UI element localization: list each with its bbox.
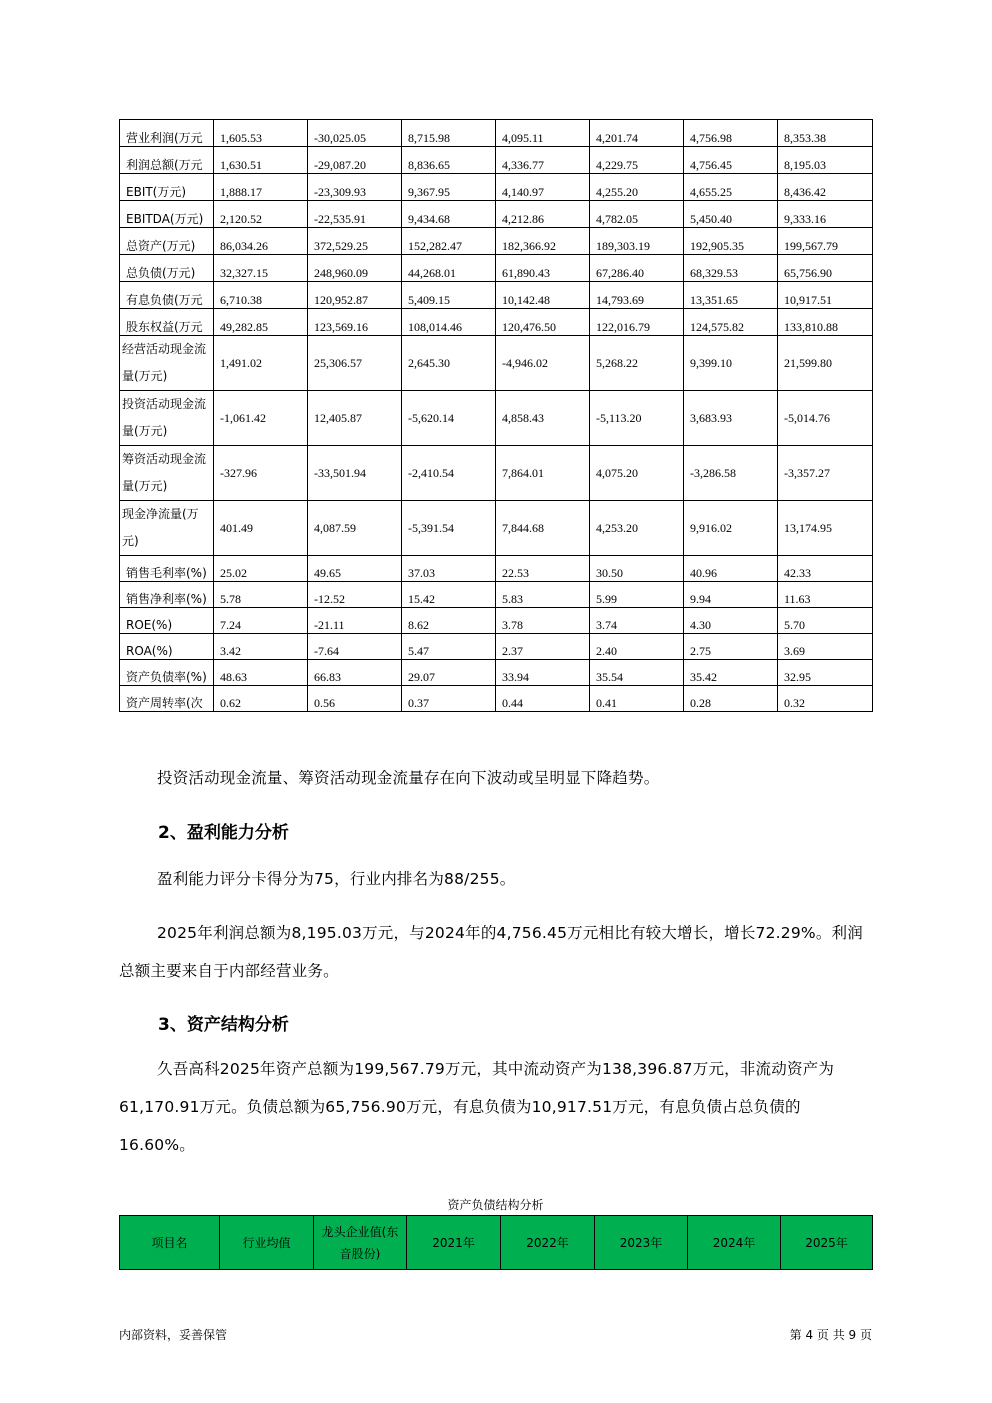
table-cell: 9,333.16 (778, 201, 873, 228)
table-cell: 120,476.50 (496, 309, 590, 336)
table-cell: 0.32 (778, 686, 873, 712)
table-cell: 1,605.53 (214, 120, 308, 147)
table-cell: -12.52 (308, 582, 402, 608)
table-cell: 66.83 (308, 660, 402, 686)
table-cell: 8,353.38 (778, 120, 873, 147)
table-cell: 9,434.68 (402, 201, 496, 228)
footer-confidential-note: 内部资料，妥善保管 (119, 1328, 228, 1342)
row-label: ROA(%) (120, 634, 214, 660)
table-cell: 29.07 (402, 660, 496, 686)
table-cell: 7,864.01 (496, 446, 590, 501)
financial-table-body (120, 120, 873, 712)
table-cell: 1,888.17 (214, 174, 308, 201)
row-label: 筹资活动现金流量(万元) (120, 446, 214, 501)
table-cell: 182,366.92 (496, 228, 590, 255)
table-cell: 2.37 (496, 634, 590, 660)
table-cell: 120,952.87 (308, 282, 402, 309)
table-row (120, 147, 873, 174)
table-cell: 12,405.87 (308, 391, 402, 446)
table-cell: 2.40 (590, 634, 684, 660)
table-cell: 189,303.19 (590, 228, 684, 255)
table-row (120, 336, 873, 391)
table-cell: 11.63 (778, 582, 873, 608)
table-cell: -30,025.05 (308, 120, 402, 147)
row-label: 股东权益(万元 (120, 309, 214, 336)
table-cell: 4,336.77 (496, 147, 590, 174)
table-cell: -5,014.76 (778, 391, 873, 446)
footer-page-number: 第 4 页 共 9 页 (789, 1328, 872, 1342)
table-row (120, 686, 873, 712)
table-cell: 25,306.57 (308, 336, 402, 391)
row-label: 资产负债率(%) (120, 660, 214, 686)
balance-sheet-structure-table (119, 1215, 873, 1270)
header-year-2022: 2022年 (501, 1216, 595, 1270)
table-cell: -5,113.20 (590, 391, 684, 446)
table-cell: 2,120.52 (214, 201, 308, 228)
table-cell: 44,268.01 (402, 255, 496, 282)
table-cell: 152,282.47 (402, 228, 496, 255)
table-cell: 7,844.68 (496, 501, 590, 556)
row-label: 销售毛利率(%) (120, 556, 214, 582)
table-cell: 123,569.16 (308, 309, 402, 336)
table-row (120, 501, 873, 556)
table-cell: -4,946.02 (496, 336, 590, 391)
table-cell: 4,782.05 (590, 201, 684, 228)
table-cell: 3.78 (496, 608, 590, 634)
table-cell: -5,620.14 (402, 391, 496, 446)
table-row (120, 120, 873, 147)
table-cell: -29,087.20 (308, 147, 402, 174)
table-cell: 30.50 (590, 556, 684, 582)
table-cell: 8.62 (402, 608, 496, 634)
table-cell: -23,309.93 (308, 174, 402, 201)
table-cell: 7.24 (214, 608, 308, 634)
table-cell: 14,793.69 (590, 282, 684, 309)
row-label: 现金净流量(万元) (120, 501, 214, 556)
financial-indicators-table (119, 119, 873, 712)
table-cell: -2,410.54 (402, 446, 496, 501)
table-cell: 5,450.40 (684, 201, 778, 228)
table-cell: 37.03 (402, 556, 496, 582)
header-year-2025: 2025年 (781, 1216, 873, 1270)
table-cell: 22.53 (496, 556, 590, 582)
row-label: EBITDA(万元) (120, 201, 214, 228)
row-label: 资产周转率(次 (120, 686, 214, 712)
table-cell: 372,529.25 (308, 228, 402, 255)
table-cell: 248,960.09 (308, 255, 402, 282)
table-cell: 33.94 (496, 660, 590, 686)
table-cell: 0.37 (402, 686, 496, 712)
table-row (120, 201, 873, 228)
header-year-2023: 2023年 (595, 1216, 688, 1270)
table-cell: 10,142.48 (496, 282, 590, 309)
table-cell: 4,229.75 (590, 147, 684, 174)
table-cell: 32,327.15 (214, 255, 308, 282)
table-cell: 48.63 (214, 660, 308, 686)
table-cell: 5.78 (214, 582, 308, 608)
table-cell: 0.28 (684, 686, 778, 712)
paragraph-cashflow-trend: 投资活动现金流量、筹资活动现金流量存在向下波动或呈明显下降趋势。 (157, 769, 660, 787)
table-cell: 65,756.90 (778, 255, 873, 282)
table-cell: 13,351.65 (684, 282, 778, 309)
table-cell: 9,916.02 (684, 501, 778, 556)
table-cell: 5.99 (590, 582, 684, 608)
table-cell: 4,087.59 (308, 501, 402, 556)
table-cell: 3,683.93 (684, 391, 778, 446)
table-cell: -22,535.91 (308, 201, 402, 228)
table-cell: 8,836.65 (402, 147, 496, 174)
table-cell: 10,917.51 (778, 282, 873, 309)
table-cell: 67,286.40 (590, 255, 684, 282)
table-cell: 4,212.86 (496, 201, 590, 228)
table-cell: 2.75 (684, 634, 778, 660)
table-cell: 4,655.25 (684, 174, 778, 201)
table-cell: 40.96 (684, 556, 778, 582)
table-row (120, 174, 873, 201)
table-cell: 5,268.22 (590, 336, 684, 391)
table-row (120, 446, 873, 501)
table-cell: 3.42 (214, 634, 308, 660)
table-cell: 192,905.35 (684, 228, 778, 255)
table-cell: 3.69 (778, 634, 873, 660)
paragraph-profitability-score: 盈利能力评分卡得分为75，行业内排名为88/255。 (157, 870, 516, 888)
table-cell: 9,367.95 (402, 174, 496, 201)
table-cell: 5,409.15 (402, 282, 496, 309)
table-cell: 133,810.88 (778, 309, 873, 336)
table-cell: 86,034.26 (214, 228, 308, 255)
header-item-name: 项目名 (120, 1216, 220, 1270)
header-year-2024: 2024年 (688, 1216, 781, 1270)
table-cell: -3,286.58 (684, 446, 778, 501)
table-cell: 8,436.42 (778, 174, 873, 201)
table-row (120, 634, 873, 660)
table-cell: 4,253.20 (590, 501, 684, 556)
table-row (120, 660, 873, 686)
table-cell: 35.42 (684, 660, 778, 686)
table-cell: -21.11 (308, 608, 402, 634)
table-cell: 42.33 (778, 556, 873, 582)
row-label: 营业利润(万元 (120, 120, 214, 147)
table-cell: 15.42 (402, 582, 496, 608)
table-row (120, 309, 873, 336)
table-cell: 5.70 (778, 608, 873, 634)
table-row (120, 228, 873, 255)
row-label: 利润总额(万元 (120, 147, 214, 174)
table-cell: 0.44 (496, 686, 590, 712)
table-row (120, 608, 873, 634)
table-cell: 1,630.51 (214, 147, 308, 174)
table-header-row (120, 1216, 873, 1270)
table-cell: 61,890.43 (496, 255, 590, 282)
table-cell: 49,282.85 (214, 309, 308, 336)
table-cell: 124,575.82 (684, 309, 778, 336)
table-cell: 0.41 (590, 686, 684, 712)
table-cell: 9,399.10 (684, 336, 778, 391)
header-year-2021: 2021年 (407, 1216, 501, 1270)
paragraph-asset-structure: 久吾高科2025年资产总额为199,567.79万元，其中流动资产为138,396.87万元，非流动资产为61,170.91万元。负债总额为65,756.90万元，有息负债为10,917.51万元，有息负债占总负债的16.60%。 (119, 1060, 835, 1154)
section-heading-asset-structure: 3、资产结构分析 (158, 1015, 289, 1035)
table-cell: 35.54 (590, 660, 684, 686)
table-cell: 5.83 (496, 582, 590, 608)
row-label: EBIT(万元) (120, 174, 214, 201)
row-label: 总资产(万元) (120, 228, 214, 255)
row-label: 投资活动现金流量(万元) (120, 391, 214, 446)
table-cell: -3,357.27 (778, 446, 873, 501)
row-label: ROE(%) (120, 608, 214, 634)
table-cell: 4,756.45 (684, 147, 778, 174)
table-cell: 8,715.98 (402, 120, 496, 147)
table-cell: 21,599.80 (778, 336, 873, 391)
table-cell: 32.95 (778, 660, 873, 686)
table-row (120, 582, 873, 608)
table-cell: 4.30 (684, 608, 778, 634)
table-cell: 4,858.43 (496, 391, 590, 446)
header-industry-average: 行业均值 (220, 1216, 314, 1270)
table-cell: 122,016.79 (590, 309, 684, 336)
section-heading-profitability: 2、盈利能力分析 (158, 823, 289, 843)
table-cell: 25.02 (214, 556, 308, 582)
table-cell: 68,329.53 (684, 255, 778, 282)
balance-sheet-table-caption: 资产负债结构分析 (447, 1198, 544, 1212)
table-cell: 8,195.03 (778, 147, 873, 174)
table-cell: 4,756.98 (684, 120, 778, 147)
table-cell: -7.64 (308, 634, 402, 660)
table-cell: -1,061.42 (214, 391, 308, 446)
paragraph-profit-growth: 2025年利润总额为8,195.03万元，与2024年的4,756.45万元相比有较大增长，增长72.29%。利润总额主要来自于内部经营业务。 (119, 924, 863, 980)
table-cell: 2,645.30 (402, 336, 496, 391)
table-cell: 3.74 (590, 608, 684, 634)
table-cell: 4,075.20 (590, 446, 684, 501)
table-cell: -5,391.54 (402, 501, 496, 556)
row-label: 总负债(万元) (120, 255, 214, 282)
table-cell: 6,710.38 (214, 282, 308, 309)
table-cell: 401.49 (214, 501, 308, 556)
table-cell: 4,201.74 (590, 120, 684, 147)
table-row (120, 556, 873, 582)
table-cell: 4,140.97 (496, 174, 590, 201)
table-row (120, 255, 873, 282)
table-cell: 49.65 (308, 556, 402, 582)
table-cell: -327.96 (214, 446, 308, 501)
table-cell: 108,014.46 (402, 309, 496, 336)
table-cell: 0.62 (214, 686, 308, 712)
table-row (120, 391, 873, 446)
table-cell: 0.56 (308, 686, 402, 712)
table-row (120, 282, 873, 309)
row-label: 销售净利率(%) (120, 582, 214, 608)
table-cell: -33,501.94 (308, 446, 402, 501)
table-cell: 4,095.11 (496, 120, 590, 147)
table-cell: 9.94 (684, 582, 778, 608)
table-cell: 13,174.95 (778, 501, 873, 556)
table-cell: 199,567.79 (778, 228, 873, 255)
header-leader-value: 龙头企业值(东音股份) (314, 1216, 407, 1270)
row-label: 经营活动现金流量(万元) (120, 336, 214, 391)
table-cell: 1,491.02 (214, 336, 308, 391)
row-label: 有息负债(万元 (120, 282, 214, 309)
table-cell: 4,255.20 (590, 174, 684, 201)
table-cell: 5.47 (402, 634, 496, 660)
